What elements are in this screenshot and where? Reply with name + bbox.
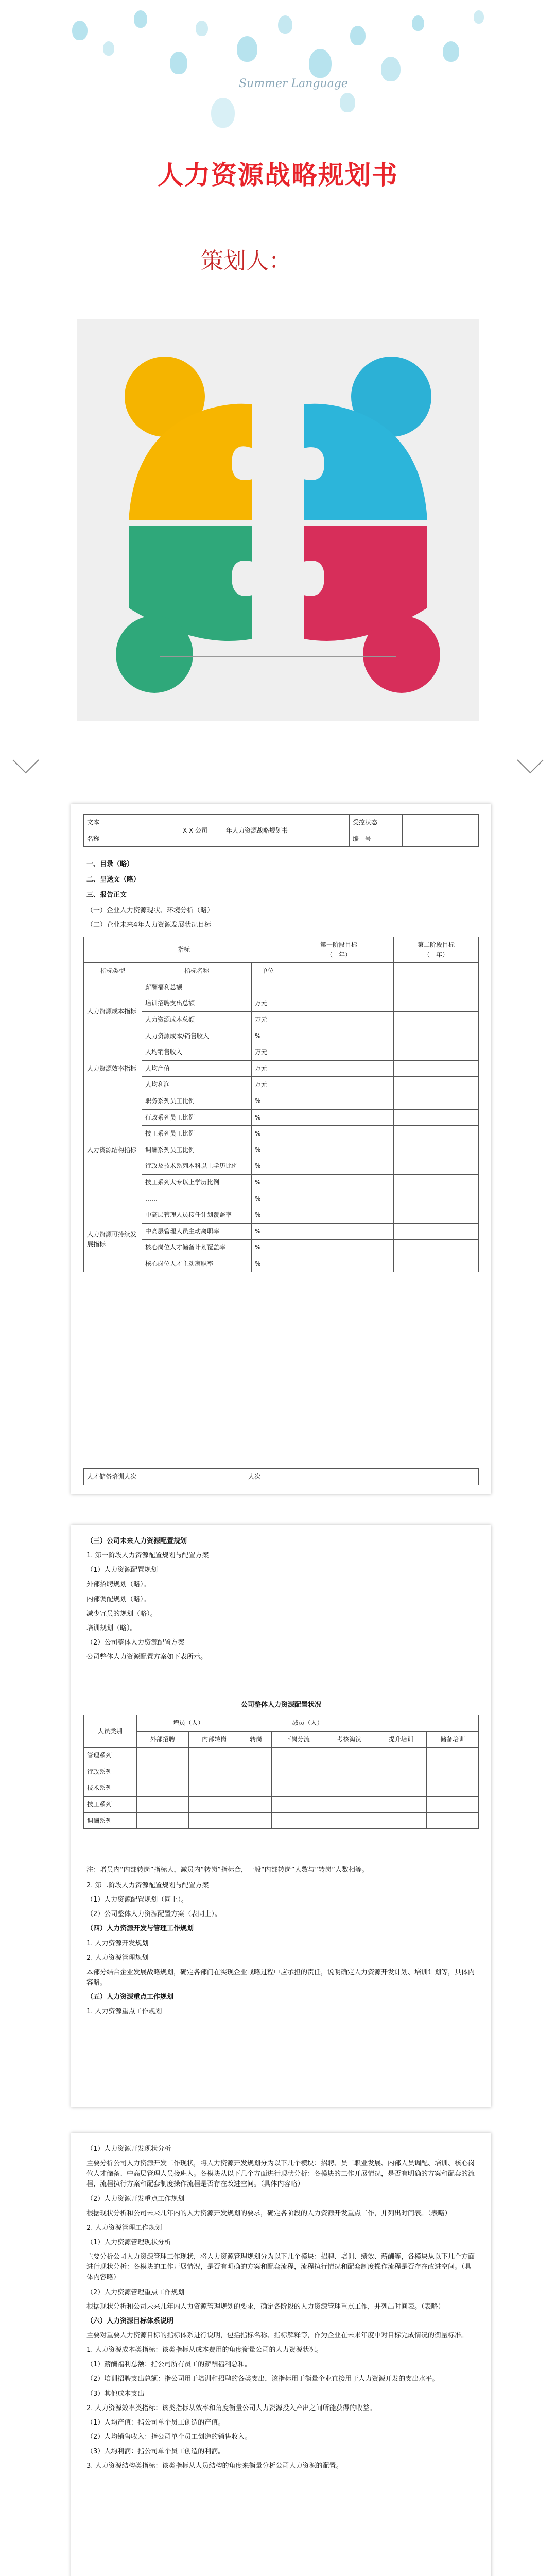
paragraph-line: 内部调配规划（略）。 xyxy=(86,1595,150,1603)
table-row xyxy=(84,1158,479,1175)
unit-cell: % xyxy=(252,1207,284,1224)
balloon-decoration xyxy=(103,41,114,56)
paragraph-line: 主要分析公司人力资源管理工作现状，将人力资源管理规划分为以下几个模块：招聘、培训、绩效、薪酬等，各模块从以下几个方面进行现状分析：各模块的工作开展情况，是否有明确的方案和配套流程，流程执行情况和配套制度操作流程是否存在改进空间。（具体内容略） xyxy=(86,2253,475,2282)
unit-cell: % xyxy=(252,1142,284,1158)
table-header: 考核淘汰 xyxy=(323,1731,375,1748)
table-header: 指标类型 xyxy=(84,963,142,979)
table-header: 转岗 xyxy=(240,1731,272,1748)
toc-item: 二、呈送文（略） xyxy=(86,876,141,884)
planner-label: 策划人： xyxy=(201,248,291,274)
paragraph-line: 主要对重要人力资源目标的指标体系进行说明，包括指标名称、指标解释等，作为企业在未来年度中对目标完成情况的衡量标准。 xyxy=(86,2331,468,2340)
table-row xyxy=(84,1223,479,1240)
corner-marker-icon xyxy=(10,757,41,778)
paragraph-line: 3. 人力资源结构类指标：该类指标从人员结构的角度来衡量分析公司人力资源的配置。 xyxy=(86,2462,343,2470)
table-row xyxy=(84,1780,479,1797)
paragraph-line: （1）人力资源开发现状分析 xyxy=(86,2145,171,2153)
header-value xyxy=(403,831,479,847)
table-row xyxy=(84,1142,479,1158)
paragraph-line: （四）人力资源开发与管理工作规划 xyxy=(86,1925,194,1933)
table-row xyxy=(84,1028,479,1044)
cover-section xyxy=(0,0,556,773)
paragraph-line: （2）人力资源管理重点工作规划 xyxy=(86,2288,185,2296)
table-header: 提升培训 xyxy=(375,1731,427,1748)
header-company: X X 公司 — 年人力资源战略规划书 xyxy=(121,815,350,847)
unit-cell: 万元 xyxy=(252,1060,284,1077)
paragraph-line: （3）人均利润：指公司单个员工创造的利润。 xyxy=(86,2448,225,2456)
table-row xyxy=(84,1126,479,1142)
unit-cell: % xyxy=(252,1256,284,1272)
table-header: 增员（人） xyxy=(137,1715,240,1732)
indicator-name-cell: …… xyxy=(142,1191,252,1207)
group-type-cell: 人力资源成本指标 xyxy=(84,979,142,1044)
paragraph-line: 根据现状分析和公司未来几年内人力资源管理规划的要求，确定各阶段的人力资源管理重点工作，并列出时间表。（表略） xyxy=(86,2302,445,2311)
indicator-name-cell: 人力资源成本总额 xyxy=(142,1011,252,1028)
unit-cell: 万元 xyxy=(252,1077,284,1093)
paragraph-line: 1. 人力资源开发规划 xyxy=(86,1939,149,1947)
unit-cell: % xyxy=(252,1191,284,1207)
category-cell: 行政系列 xyxy=(84,1764,137,1780)
unit-cell: % xyxy=(252,1223,284,1240)
paragraph-line: 外部招聘规划（略）。 xyxy=(86,1581,150,1589)
header-label: 受控状态 xyxy=(350,815,403,831)
puzzle-people-icon xyxy=(77,319,479,721)
unit-cell: % xyxy=(252,1158,284,1175)
indicator-name-cell: 人力资源成本/销售收入 xyxy=(142,1028,252,1044)
indicator-name-cell: 行政及技术系列本科以上学历比例 xyxy=(142,1158,252,1175)
paragraph-line: 根据现状分析和公司未来几年内的人力资源开发规划的要求，确定各阶段的人力资源开发重点工作，并列出时间表。（表略） xyxy=(86,2209,451,2217)
group-type-cell: 人力资源效率指标 xyxy=(84,1044,142,1093)
document-title: 人力资源战略规划书 xyxy=(158,161,398,190)
indicator-name-cell: 中高层管理人员主动离职率 xyxy=(142,1223,252,1240)
table-row xyxy=(84,1044,479,1061)
paragraph-line: 减少冗员的规划（略）。 xyxy=(86,1609,157,1618)
table-row xyxy=(84,1764,479,1780)
indicator-name-cell: 中高层管理人员接任计划覆盖率 xyxy=(142,1207,252,1224)
unit-cell: % xyxy=(252,1126,284,1142)
category-cell: 管理系列 xyxy=(84,1748,137,1764)
indicator-name-cell: 职务系列员工比例 xyxy=(142,1093,252,1109)
document-page-3 xyxy=(71,2133,491,2576)
indicator-name-cell: 调酬系列员工比例 xyxy=(142,1142,252,1158)
table-header: 外部招聘 xyxy=(137,1731,189,1748)
unit-cell: % xyxy=(252,1028,284,1044)
table-row xyxy=(84,1060,479,1077)
paragraph-line: 主要分析公司人力资源开发工作现状，将人力资源开发规划分为以下几个模块：招聘、员工职业发展、内部人员调配、培训、核心岗位人才储备、中高层管理人员接班人。各模块从以下几个方面进行现状分析：各模块的工作开展情况，是否有明确的方案和配套的流程，流程执行方案和配套制度操作流程是否存在改进空间。（具体内容略） xyxy=(86,2160,475,2189)
balloon-decoration xyxy=(134,10,147,28)
table-row xyxy=(84,1748,479,1764)
table-header: 人员类别 xyxy=(84,1715,137,1748)
table-row xyxy=(84,979,479,995)
paragraph-line: （五）人力资源重点工作规划 xyxy=(86,1993,174,2002)
table-row xyxy=(84,1240,479,1256)
paragraph-line: （1）人力资源配置规划（同上）。 xyxy=(86,1896,188,1904)
paragraph-line: 1. 人力资源成本类指标：该类指标从成本费用的角度衡量公司的人力资源状况。 xyxy=(86,2346,323,2354)
table-header: 减员（人） xyxy=(240,1715,375,1732)
balloon-decoration xyxy=(309,49,332,78)
staffing-table xyxy=(83,1715,479,1829)
document-page-2 xyxy=(71,1525,491,2107)
table-row xyxy=(84,1077,479,1093)
toc-item: 三、报告正文 xyxy=(86,891,127,899)
paragraph-line: （3）其他成本支出 xyxy=(86,2389,145,2398)
table-cell: 人才储备培训人次 xyxy=(84,1469,245,1485)
paragraph-line: （1）薪酬福利总额：指公司所有员工的薪酬福利总和。 xyxy=(86,2361,252,2369)
balloon-decoration xyxy=(211,98,235,128)
paragraph-line: 培训规划（略）。 xyxy=(86,1624,137,1632)
category-cell: 技工系列 xyxy=(84,1796,137,1812)
paragraph-line: （1）人力资源配置规划 xyxy=(86,1566,158,1574)
table-row xyxy=(84,1796,479,1812)
paragraph-line: （2）人力资源开发重点工作规划 xyxy=(86,2195,185,2203)
script-subtitle: Summer Language xyxy=(239,77,348,90)
indicator-name-cell: 培训招聘支出总额 xyxy=(142,995,252,1012)
balloon-decoration xyxy=(381,57,401,81)
table-header: 第二阶段目标 （ 年） xyxy=(394,937,479,963)
indicator-name-cell: 人均销售收入 xyxy=(142,1044,252,1061)
header-table xyxy=(83,814,479,847)
balloon-decoration xyxy=(196,21,208,36)
table-row xyxy=(84,1191,479,1207)
table-header: 指标 xyxy=(84,937,284,963)
table-row xyxy=(84,1207,479,1224)
indicator-name-cell: 薪酬福利总额 xyxy=(142,979,252,995)
paragraph-line: （2）培训招聘支出总额：指公司用于培训和招聘的各类支出，该指标用于衡量企业直接用于人力资源开发的支出水平。 xyxy=(86,2375,439,2383)
document-page-1 xyxy=(71,804,491,1494)
indicator-name-cell: 人均产值 xyxy=(142,1060,252,1077)
section-heading: （二）企业未来4年人力资源发展状况目标 xyxy=(86,921,212,929)
header-label: 名称 xyxy=(84,831,121,847)
reserve-row-table xyxy=(83,1468,479,1485)
balloon-decoration xyxy=(340,93,355,112)
header-label: 编 号 xyxy=(350,831,403,847)
unit-cell: % xyxy=(252,1240,284,1256)
balloon-decoration xyxy=(72,21,88,40)
unit-cell: % xyxy=(252,1109,284,1126)
paragraph-line: 2. 第二阶段人力资源配置规划与配置方案 xyxy=(86,1882,209,1889)
table-header: 第一阶段目标 （ 年） xyxy=(284,937,394,963)
table-row xyxy=(84,995,479,1012)
table-row xyxy=(84,1174,479,1191)
paragraph-line: （1）人均产值：指公司单个员工创造的产值。 xyxy=(86,2418,225,2427)
category-cell: 调酬系列 xyxy=(84,1812,137,1829)
unit-cell: 万元 xyxy=(252,1011,284,1028)
paragraph-line: （1）人力资源管理现状分析 xyxy=(86,2238,171,2246)
group-type-cell: 人力资源可持续发展指标 xyxy=(84,1207,142,1272)
table-cell: 人次 xyxy=(245,1469,277,1485)
table-header: 指标名称 xyxy=(142,963,252,979)
unit-cell xyxy=(252,979,284,995)
indicator-name-cell: 核心岗位人才主动离职率 xyxy=(142,1256,252,1272)
paragraph-line: 公司整体人力资源配置方案如下表所示。 xyxy=(86,1653,207,1662)
unit-cell: % xyxy=(252,1093,284,1109)
balloon-decoration xyxy=(278,15,292,34)
category-cell: 技术系列 xyxy=(84,1780,137,1797)
paragraph-line: （六）人力资源目标体系说明 xyxy=(86,2317,174,2325)
table-title: 公司整体人力资源配置状况 xyxy=(240,1701,321,1709)
paragraph-line: （2）公司整体人力资源配置方案 xyxy=(86,1638,185,1647)
balloon-decoration xyxy=(474,10,484,24)
balloon-decoration xyxy=(237,36,257,62)
paragraph-line: 1. 第一阶段人力资源配置规划与配置方案 xyxy=(86,1552,209,1560)
header-value xyxy=(403,815,479,831)
table-row xyxy=(84,1011,479,1028)
unit-cell: 万元 xyxy=(252,1044,284,1061)
paragraph-line: 本部分结合企业发展战略规划，确定各部门在实现企业战略过程中应承担的责任，说明确定人力资源开发计划、培训计划等，具体内容略。 xyxy=(86,1968,475,1987)
indicator-name-cell: 技工系列大专以上学历比例 xyxy=(142,1174,252,1191)
group-type-cell: 人力资源结构指标 xyxy=(84,1093,142,1207)
targets-table xyxy=(83,937,479,1272)
paragraph-line: （2）公司整体人力资源配置方案（表同上）。 xyxy=(86,1910,221,1919)
paragraph-line: 2. 人力资源管理工作规划 xyxy=(86,2224,162,2232)
toc-item: 一、目录（略） xyxy=(86,860,134,868)
indicator-name-cell: 技工系列员工比例 xyxy=(142,1126,252,1142)
balloon-decoration xyxy=(350,26,366,45)
table-row xyxy=(84,1256,479,1272)
teamwork-illustration xyxy=(77,319,479,721)
indicator-name-cell: 核心岗位人才储备计划覆盖率 xyxy=(142,1240,252,1256)
table-header: 内部转岗 xyxy=(188,1731,240,1748)
paragraph-line: 2. 人力资源效率类指标：该类指标从效率和角度衡量公司人力资源投入产出之间所能获得的收益。 xyxy=(86,2404,376,2412)
indicator-name-cell: 人均利润 xyxy=(142,1077,252,1093)
table-note: 注：增员内“内部转岗”指标人，减员内“转岗”指标合，一般“内部转岗”人数与“转岗”人数相等。 xyxy=(86,1866,369,1874)
paragraph-line: （2）人均销售收入：指公司单个员工创造的销售收入。 xyxy=(86,2433,252,2441)
header-label: 文本 xyxy=(84,815,121,831)
indicator-name-cell: 行政系列员工比例 xyxy=(142,1109,252,1126)
table-row xyxy=(84,1093,479,1109)
table-header: 储备培训 xyxy=(427,1731,479,1748)
unit-cell: 万元 xyxy=(252,995,284,1012)
balloon-decoration xyxy=(170,52,187,74)
paragraph-line: （三）公司未来人力资源配置规划 xyxy=(86,1537,187,1545)
table-header: 单位 xyxy=(252,963,284,979)
paragraph-line: 2. 人力资源管理规划 xyxy=(86,1954,149,1962)
paragraph-line: 1. 人力资源重点工作规划 xyxy=(86,2008,162,2016)
balloon-decoration xyxy=(412,15,424,31)
balloon-decoration xyxy=(443,41,459,62)
corner-marker-icon xyxy=(515,757,546,778)
table-header: 下岗分流 xyxy=(271,1731,323,1748)
unit-cell: % xyxy=(252,1174,284,1191)
table-row xyxy=(84,1812,479,1829)
section-heading: （一）企业人力资源现状、环境分析（略） xyxy=(86,907,214,914)
table-row xyxy=(84,1109,479,1126)
